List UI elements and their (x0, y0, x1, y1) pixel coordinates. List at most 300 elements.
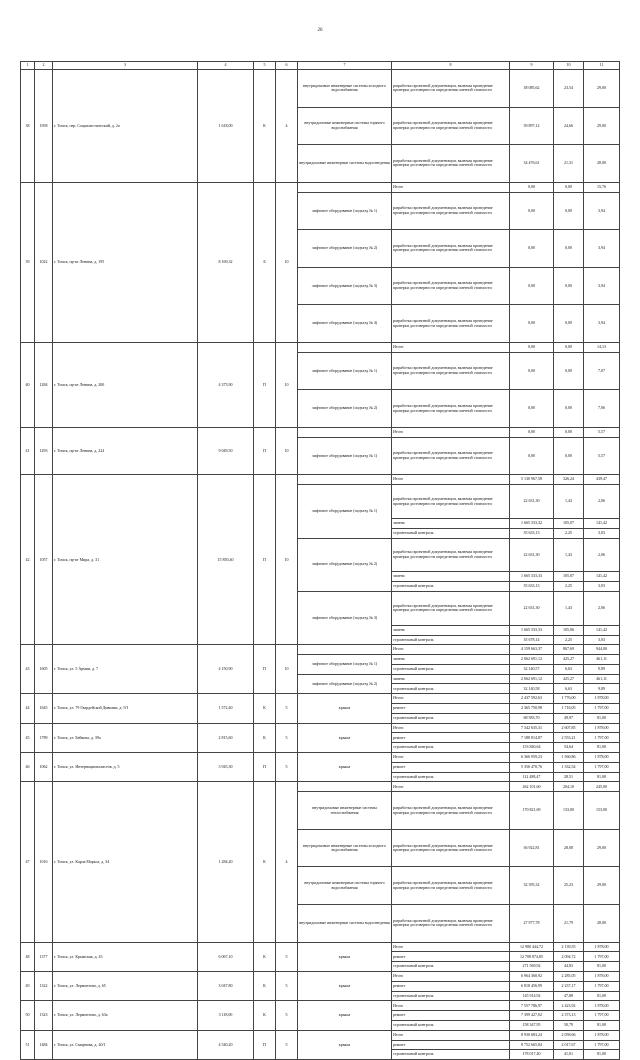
table-cell: г. Томск, ул. Карла Маркса, д. 34 (53, 782, 198, 942)
table-cell: 51 (21, 1030, 35, 1059)
table-cell: 0,00 (554, 352, 584, 390)
table-cell: 14,13 (584, 342, 620, 352)
table-cell: 2 373,13 (554, 1011, 584, 1021)
table-cell: 2 815,60 (198, 723, 254, 752)
table-cell: 50,79 (554, 1021, 584, 1031)
table-cell: разработка проектной документации, включая проведение проверки достоверности определения сметной стоимости (392, 107, 510, 145)
header-row (21, 62, 620, 70)
table-cell: 1 878,00 (584, 694, 620, 704)
table-cell: 1 332,54 (554, 762, 584, 772)
table-cell: 10 (276, 475, 298, 645)
table-cell: 1 776,00 (554, 694, 584, 704)
table-cell: строительный контроль (392, 772, 510, 782)
table-cell: 2 139,55 (554, 942, 584, 952)
table-cell: 0,00 (510, 390, 554, 428)
table-cell: замена (392, 655, 510, 665)
table-cell: 6 366 959,23 (510, 753, 554, 763)
table-cell: 1 878,00 (584, 723, 620, 733)
table-cell: 28,00 (584, 145, 620, 183)
table-cell: 2 285,05 (554, 972, 584, 982)
table-cell: Б (254, 182, 276, 342)
table-cell (298, 342, 392, 352)
table-cell: Итого: (392, 694, 510, 704)
table-cell: 8 169,32 (198, 182, 254, 342)
table-cell: г. Томск, пр-кт Ленина, д. 224 (53, 427, 198, 474)
table-cell: 0,00 (554, 192, 584, 230)
table-cell: 8 930 683,24 (510, 1030, 554, 1040)
table-cell: 145 914,92 (510, 991, 554, 1001)
table-cell: Итого: (392, 782, 510, 792)
table-cell: 7,06 (584, 390, 620, 428)
table-cell: 3,03 (584, 582, 620, 592)
header-cell: 5 (254, 62, 276, 70)
table-cell: 4 159 663,37 (510, 645, 554, 655)
table-cell: 1323 (35, 1001, 53, 1030)
table-cell: 3 945,30 (198, 753, 254, 782)
table-cell: 7 188 814,87 (510, 733, 554, 743)
table-row (21, 1030, 620, 1040)
table-cell: 1 560,86 (554, 753, 584, 763)
table-cell: 2 062 691,12 (510, 674, 554, 684)
table-cell: 46 (21, 753, 35, 782)
table-cell: замена (392, 674, 510, 684)
table-cell: крыша (298, 723, 392, 752)
table-cell: 81,00 (584, 743, 620, 753)
table-cell: 141,42 (584, 518, 620, 528)
table-cell (298, 182, 392, 192)
table-cell: разработка проектной документации, включая проведение проверки достоверности определения сметной стоимости (392, 352, 510, 390)
table-cell: г. Томск, ул. 79 Гвардейской Дивизии, д. 9/1 (53, 694, 198, 723)
table-cell: 8 752 665,84 (510, 1040, 554, 1050)
table-cell: 0,00 (554, 182, 584, 192)
table-cell: 1 878,00 (584, 1030, 620, 1040)
table-cell: К (254, 1001, 276, 1030)
table-cell: лифтовое оборудование (подъезд № 2) (298, 674, 392, 694)
table-cell: г. Томск, ул. Смирнова, д. 40/1 (53, 1030, 198, 1059)
table-cell: 1 878,00 (584, 972, 620, 982)
table-cell: 68 583,70 (510, 713, 554, 723)
table-cell: строительный контроль (392, 991, 510, 1001)
table-cell: крыша (298, 1001, 392, 1030)
table-cell: 3 118,00 (198, 1001, 254, 1030)
table-cell: 32 395,32 (510, 867, 554, 905)
table-cell: крыша (298, 753, 392, 782)
table-cell: замена (392, 572, 510, 582)
table-cell: 1958 (35, 70, 53, 183)
table-cell: 2 017,67 (554, 1040, 584, 1050)
table-cell: 0,00 (510, 342, 554, 352)
table-cell: Итого: (392, 645, 510, 655)
table-cell: 158 347,95 (510, 1021, 554, 1031)
table-cell: 9,89 (584, 664, 620, 674)
table-cell: ремонт (392, 981, 510, 991)
table-row (21, 342, 620, 352)
table-cell: ремонт (392, 952, 510, 962)
table-cell: 47,88 (554, 991, 584, 1001)
table-cell: 32 140,57 (510, 664, 554, 674)
table-cell: внутридомовые инженерные системы водоотведения (298, 145, 392, 183)
header-cell: 1 (21, 62, 35, 70)
table-cell: 4 (276, 70, 298, 183)
table-cell (298, 427, 392, 437)
table-cell: 10 (276, 427, 298, 474)
table-cell: 81,00 (584, 713, 620, 723)
table-cell: 3,03 (584, 635, 620, 645)
table-cell: Итого: (392, 753, 510, 763)
table-cell: лифтовое оборудование (подъезд № 2) (298, 230, 392, 268)
table-cell: строительный контроль (392, 1021, 510, 1031)
table-cell: 15 850,40 (198, 475, 254, 645)
table-cell: строительный контроль (392, 635, 510, 645)
table-cell: 81,00 (584, 962, 620, 972)
table-cell: ремонт (392, 1040, 510, 1050)
table-cell: строительный контроль (392, 528, 510, 538)
table-cell: 7 557 786,97 (510, 1001, 554, 1011)
table-cell: 3,94 (584, 267, 620, 305)
table-cell: 5 (276, 1001, 298, 1030)
table-cell: 0,00 (510, 427, 554, 437)
table-cell: 1016 (35, 782, 53, 942)
table-cell: г. Томск, ул. Бейкова, д. 39а (53, 723, 198, 752)
table-cell: Итого (392, 972, 510, 982)
table-cell: 42 (21, 475, 35, 645)
table-cell: 5 (276, 723, 298, 752)
table-cell: 34 476,61 (510, 145, 554, 183)
table-cell: 10 (276, 342, 298, 427)
table-cell: 49 (21, 972, 35, 1001)
table-cell: 2,25 (554, 582, 584, 592)
table-cell: Итого (392, 182, 510, 192)
table-cell: 45 (21, 723, 35, 752)
table-cell: лифтовое оборудование (подъезд № 1) (298, 192, 392, 230)
table-cell: П (254, 753, 276, 782)
table-row (21, 942, 620, 952)
table-cell: г. Томск, ул. 5 Армии, д. 7 (53, 645, 198, 694)
table-row (21, 782, 620, 792)
table-cell: 5 (276, 942, 298, 971)
table-cell: 1 797,00 (584, 952, 620, 962)
table-cell: разработка проектной документации, включая проведение проверки достоверности определения сметной стоимости (392, 145, 510, 183)
table-cell: 1057 (35, 475, 53, 645)
table-cell: ремонт (392, 704, 510, 714)
table-cell: 4 540,20 (198, 1030, 254, 1059)
table-cell: 1605 (35, 645, 53, 694)
table-cell: 6,63 (554, 684, 584, 694)
table-cell: 1022 (35, 182, 53, 342)
table-cell: 1 797,00 (584, 1011, 620, 1021)
table-cell: 1 797,00 (584, 704, 620, 714)
table-cell: 3,94 (584, 230, 620, 268)
table-cell: 38 085,62 (510, 70, 554, 108)
table-cell: г. Томск, ул. Лермонтова, д. 65 (53, 972, 198, 1001)
table-cell: 461,11 (584, 655, 620, 665)
table-cell: г. Томск, пр-кт Ленина, д. 200 (53, 342, 198, 427)
table-cell: 5 (276, 972, 298, 1001)
table-cell: 1645 (35, 694, 53, 723)
table-cell: П (254, 475, 276, 645)
table-cell: 271 569,92 (510, 962, 554, 972)
table-cell: 3 047,80 (198, 972, 254, 1001)
table-cell: крыша (298, 1030, 392, 1059)
table-cell: 5 130 967,58 (510, 475, 554, 485)
table-cell: разработка проектной документации, включая проведение проверки достоверности определения сметной стоимости (392, 905, 510, 943)
table-cell: внутридомовые инженерные системы теплоснабжения (298, 792, 392, 830)
table-cell: 81,00 (584, 1021, 620, 1031)
table-cell: 47 (21, 782, 35, 942)
table-cell (298, 782, 392, 792)
table-cell: 439,47 (584, 475, 620, 485)
table-cell: 105,07 (554, 572, 584, 582)
table-cell: 1484 (35, 1030, 53, 1059)
table-cell: 0,00 (554, 427, 584, 437)
table-cell: 29,00 (584, 829, 620, 867)
table-cell: 6 964 360,92 (510, 972, 554, 982)
table-cell: лифтовое оборудование (подъезд № 3) (298, 267, 392, 305)
table-cell: 24,66 (554, 107, 584, 145)
table-cell: разработка проектной документации, включая проведение проверки достоверности определения сметной стоимости (392, 538, 510, 572)
table-cell: разработка проектной документации, включая проведение проверки достоверности определения сметной стоимости (392, 305, 510, 343)
table-cell: лифтовое оборудование (подъезд № 1) (298, 485, 392, 538)
table-cell: лифтовое оборудование (подъезд № 1) (298, 655, 392, 675)
table-cell: П (254, 1030, 276, 1059)
header-cell: 8 (392, 62, 510, 70)
header-cell: 11 (584, 62, 620, 70)
table-cell: г. Томск, ул. Лермонтова, д. 63а (53, 1001, 198, 1030)
table-cell: 28,08 (554, 829, 584, 867)
table-cell: 1062 (35, 753, 53, 782)
capital-repair-table (20, 61, 620, 1060)
table-cell: г. Томск, ул. Крымская, д. 43 (53, 942, 198, 971)
table-cell: 1 878,00 (584, 1001, 620, 1011)
table-cell: 153,00 (584, 792, 620, 830)
table-cell: лифтовое оборудование (подъезд № 2) (298, 390, 392, 428)
table-cell: лифтовое оборудование (подъезд № 1) (298, 352, 392, 390)
table-cell: 425,27 (554, 674, 584, 684)
table-cell: П (254, 645, 276, 694)
table-cell: 0,00 (510, 192, 554, 230)
table-cell: 2 058,66 (554, 1030, 584, 1040)
table-cell: г. Томск, пр-кт Ленина, д. 195 (53, 182, 198, 342)
table-cell: ремонт (392, 1011, 510, 1021)
table-cell: г. Томск, ул. Интернационалистов, д. 5 (53, 753, 198, 782)
table-cell: 0,00 (554, 230, 584, 268)
table-cell: 1284 (35, 342, 53, 427)
table-cell: строительный контроль (392, 713, 510, 723)
table-cell: Итого (392, 427, 510, 437)
table-cell: 105,06 (554, 625, 584, 635)
table-cell: 36 922,81 (510, 829, 554, 867)
table-cell: 1,43 (554, 591, 584, 625)
table-cell: 22 631,30 (510, 538, 554, 572)
table-cell: 112 488,47 (510, 772, 554, 782)
table-cell: крыша (298, 694, 392, 723)
table-cell: 5 (276, 694, 298, 723)
table-cell: 9 049,50 (198, 427, 254, 474)
table-cell: 5,57 (584, 437, 620, 475)
table-cell: разработка проектной документации, включая проведение проверки достоверности определения сметной стоимости (392, 867, 510, 905)
table-cell: строительный контроль (392, 962, 510, 972)
table-cell: разработка проектной документации, включая проведение проверки достоверности определения сметной стоимости (392, 437, 510, 475)
table-cell: внутридомовые инженерные системы горячего водоснабжения (298, 867, 392, 905)
table-cell: 1 878,00 (584, 753, 620, 763)
table-cell: Итого (392, 1030, 510, 1040)
table-cell: 29,00 (584, 107, 620, 145)
table-cell: 2,06 (584, 538, 620, 572)
table-cell: 81,00 (584, 991, 620, 1001)
table-cell: 6 818 456,99 (510, 981, 554, 991)
header-cell: 9 (510, 62, 554, 70)
table-cell: 1 618,00 (198, 70, 254, 183)
table-cell: 39 (21, 182, 35, 342)
table-cell: 7,07 (584, 352, 620, 390)
table-cell: 2 094,72 (554, 952, 584, 962)
table-cell: 41,01 (554, 1050, 584, 1060)
table-cell: 2,25 (554, 635, 584, 645)
table-cell: крыша (298, 972, 392, 1001)
table-cell: 44 (21, 694, 35, 723)
table-cell: 7 342 635,31 (510, 723, 554, 733)
table-cell: 2 607,85 (554, 723, 584, 733)
table-cell: 262 101,60 (510, 782, 554, 792)
table-cell: 1789 (35, 723, 53, 752)
table-cell: разработка проектной документации, включая проведение проверки достоверности определения сметной стоимости (392, 591, 510, 625)
table-cell: 1 572,40 (198, 694, 254, 723)
header-cell: 6 (276, 62, 298, 70)
table-cell: лифтовое оборудование (подъезд № 3) (298, 591, 392, 644)
table-cell: 3,94 (584, 305, 620, 343)
table-cell: 28,51 (554, 772, 584, 782)
table-cell: 5,57 (584, 427, 620, 437)
table-cell: 35 633,13 (510, 582, 554, 592)
table-cell: П (254, 342, 276, 427)
table-cell: 245,00 (584, 782, 620, 792)
table-cell: 3,03 (584, 528, 620, 538)
table-cell: 2 423,92 (554, 1001, 584, 1011)
table-cell: 1 797,00 (584, 981, 620, 991)
table-row (21, 723, 620, 733)
table-cell: 41 (21, 427, 35, 474)
table-cell: 38 (21, 70, 35, 183)
table-cell: 944,00 (584, 645, 620, 655)
table-cell: внутридомовые инженерные системы горячего водоснабжения (298, 107, 392, 145)
table-cell: внутридомовые инженерные системы водоотведения (298, 905, 392, 943)
table-row (21, 972, 620, 982)
table-cell: разработка проектной документации, включая проведение проверки достоверности определения сметной стоимости (392, 192, 510, 230)
table-cell: 1 878,00 (584, 942, 620, 952)
table-cell: строительный контроль (392, 684, 510, 694)
table-cell: 44,83 (554, 962, 584, 972)
table-cell: 32 140,58 (510, 684, 554, 694)
table-cell: 4 150,90 (198, 645, 254, 694)
table-cell: 141,42 (584, 625, 620, 635)
table-cell: 49,97 (554, 713, 584, 723)
table-cell: 1322 (35, 972, 53, 1001)
table-cell: 1293 (35, 427, 53, 474)
table-cell: разработка проектной документации, включая проведение проверки достоверности определения сметной стоимости (392, 829, 510, 867)
table-cell: 0,00 (510, 437, 554, 475)
table-cell: 1 797,00 (584, 1040, 620, 1050)
table-cell: лифтовое оборудование (подъезд № 4) (298, 305, 392, 343)
table-cell: 22 631,30 (510, 591, 554, 625)
table-cell (298, 645, 392, 655)
table-cell: 5 (276, 753, 298, 782)
table-cell: 4 375,90 (198, 342, 254, 427)
table-cell: крыша (298, 942, 392, 971)
table-cell: лифтовое оборудование (подъезд № 2) (298, 538, 392, 591)
table-cell: 1377 (35, 942, 53, 971)
table-cell: 133,00 (554, 792, 584, 830)
table-cell: 39 897,12 (510, 107, 554, 145)
table-cell: замена (392, 518, 510, 528)
table-cell: ремонт (392, 762, 510, 772)
table-cell: 2,06 (584, 591, 620, 625)
table-cell: 28,00 (584, 905, 620, 943)
table-cell: 1 797,00 (584, 733, 620, 743)
table-cell: 35 678,14 (510, 635, 554, 645)
table-cell: 48 (21, 942, 35, 971)
table-cell: 7 399 427,02 (510, 1011, 554, 1021)
table-cell: 27 977,78 (510, 905, 554, 943)
table-cell: 1 284,20 (198, 782, 254, 942)
table-row (21, 427, 620, 437)
table-cell: 0,00 (510, 352, 554, 390)
table-cell: 9,89 (584, 684, 620, 694)
table-cell (298, 475, 392, 485)
table-cell: 12 980 444,72 (510, 942, 554, 952)
table-cell: 81,00 (584, 772, 620, 782)
table-cell: 0,00 (554, 437, 584, 475)
table-row (21, 753, 620, 763)
table-cell: 6,63 (554, 664, 584, 674)
table-cell: 21,79 (554, 905, 584, 943)
table-cell: 1 665 333,33 (510, 625, 554, 635)
table-cell: 22 631,30 (510, 485, 554, 519)
table-cell: 4 (276, 782, 298, 942)
table-cell: лифтовое оборудование (подъезд № 1) (298, 437, 392, 475)
table-cell: 0,00 (510, 230, 554, 268)
table-cell: 105,07 (554, 518, 584, 528)
table-cell: 40 (21, 342, 35, 427)
table-cell: разработка проектной документации, включая проведение проверки достоверности определения сметной стоимости (392, 485, 510, 519)
table-cell: 141,42 (584, 572, 620, 582)
table-cell: 153 840,64 (510, 743, 554, 753)
table-cell: 0,00 (510, 182, 554, 192)
table-cell: 170 821,69 (510, 792, 554, 830)
table-cell: г. Томск, пер. Социалистический, д. 2а (53, 70, 198, 183)
table-cell: 1,43 (554, 485, 584, 519)
table-row (21, 70, 620, 108)
table-cell: строительный контроль (392, 582, 510, 592)
table-cell: 178 017,40 (510, 1050, 554, 1060)
table-cell: 25,23 (554, 867, 584, 905)
table-cell: 81,00 (584, 1050, 620, 1060)
table-cell: замена (392, 625, 510, 635)
table-cell: 54,64 (554, 743, 584, 753)
table-cell: 12 708 874,85 (510, 952, 554, 962)
table-cell: К (254, 723, 276, 752)
table-cell: 0,00 (510, 305, 554, 343)
table-cell: 1 716,05 (554, 704, 584, 714)
table-cell: 0,00 (554, 390, 584, 428)
table-cell: 425,27 (554, 655, 584, 665)
header-cell: 2 (35, 62, 53, 70)
table-cell: Итого (392, 1001, 510, 1011)
table-cell: разработка проектной документации, включая проведение проверки достоверности определения сметной стоимости (392, 792, 510, 830)
table-cell: Итого: (392, 723, 510, 733)
table-cell: разработка проектной документации, включая проведение проверки достоверности определения сметной стоимости (392, 390, 510, 428)
table-cell: 43 (21, 645, 35, 694)
table-cell: 2,25 (554, 528, 584, 538)
